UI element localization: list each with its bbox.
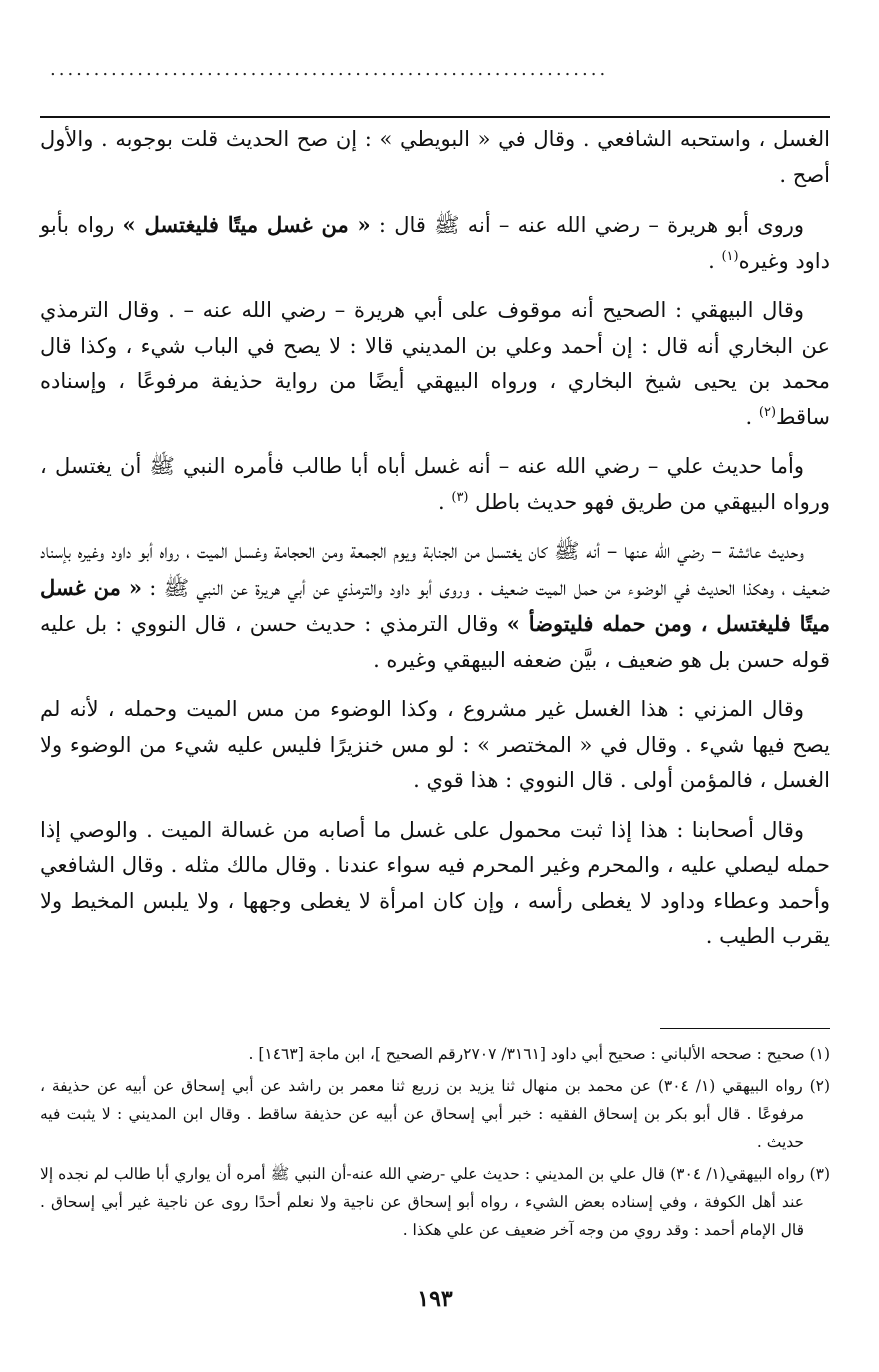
header-dotted-line: ................................................................ [50, 59, 609, 80]
footnote-separator [660, 1028, 830, 1029]
hadith-quote: « من غسل ميتًا فليغتسل » [122, 212, 371, 237]
footnote-ref-1[interactable]: (١) [721, 248, 739, 264]
paragraph-7: وقال أصحابنا : هذا إذا ثبت محمول على غسل ما أصابه من غسالة الميت . والوصي إذا حمله ليصلي عليه ، والمحرم وغير المحرم فيه سواء عندنا . وقال مالك مثله . وقال الشافعي وأحمد وعطاء وداود لا يغطى رأسه ، وإن كان امرأة لا يغطى وجهها ، ولا يلبس المخيط ولا يقرب الطيب . [40, 817, 830, 948]
header-rule [40, 116, 830, 118]
footnote-2: (٢) رواه البيهقي (١/ ٣٠٤) عن محمد بن منهال ثنا يزيد بن زريع ثنا معمر بن راشد عن أبي إسحاق عن أبيه عن حذيفة ، مرفوعًا . قال أبو بكر بن إسحاق الفقيه : خبر أبي إسحاق عن أبيه عن حذيفة ساقط . وقال ابن المديني : لا يثبت فيه حديث . [40, 1077, 831, 1151]
paragraph-6: وقال المزني : هذا الغسل غير مشروع ، وكذا الوضوء من مس الميت وحمله ، لأنه لم يصح فيها شيء . وقال في « المختصر » : لو مس خنزيرًا فليس عليه شيء من الوضوء ولا الغسل ، فالمؤمن أولى . قال النووي : هذا قوي . [40, 697, 830, 792]
hadith-quote: « من غسل ميتًا فليغتسل ، ومن حمله فليتوضأ » [40, 574, 830, 636]
main-text [40, 122, 830, 969]
paragraph-2: وروى أبو هريرة – رضي الله عنه – أنه ﷺ قال : « من غسل ميتًا فليغتسل » رواه بأبو داود وغيره$^{(١)}$ . [40, 212, 830, 273]
footnotes [40, 1040, 830, 1248]
footnote-3: (٣) رواه البيهقي(١/ ٣٠٤) قال علي بن المديني : حديث علي -رضي الله عنه-أن النبي ﷺ أمره أن يواري أبا طالب لم نجده إلا عند أهل الكوفة ، وفي إسناده بعض الشيء ، رواه أبو إسحاق عن ناجية ولا نعلم أحدًا روى عن ناجية غير أبي إسحاق . قال الإمام أحمد : وقد روي من وجه آخر ضعيف عن علي هكذا . [40, 1165, 830, 1239]
footnote-ref-3[interactable]: (٣) [451, 489, 469, 505]
footnote-ref-2[interactable]: (٢) [758, 404, 777, 420]
footnote-1: (١) صحيح : صححه الألباني : صحيح أبي داود [٣١٦١/ ٢٧٠٧رقم الصحيح ]، ابن ماجة [١٤٦٣] . [248, 1045, 830, 1063]
page-number: ١٩٣ [417, 1286, 453, 1312]
paragraph-1: الغسل ، واستحبه الشافعي . وقال في « البويطي » : إن صح الحديث قلت بوجوبه . والأول أصح . [40, 127, 830, 187]
paragraph-3: وقال البيهقي : الصحيح أنه موقوف على أبي هريرة – رضي الله عنه – . وقال الترمذي عن البخاري أنه قال : إن أحمد وعلي بن المديني قالا : لا يصح في الباب شيء ، وكذا قال محمد بن يحيى شيخ البخاري ، ورواه البيهقي أيضًا من رواية حذيفة مرفوعًا ، وإسناده ساقط$^{(٢)}$ . [40, 298, 830, 429]
paragraph-4: وأما حديث علي – رضي الله عنه – أنه غسل أباه أبا طالب فأمره النبي ﷺ أن يغتسل ، ورواه البيهقي من طريق فهو حديث باطل $^{(٣)}$ . [40, 454, 830, 514]
paragraph-5: وحديث عائشة – رضي الله عنها – أنه ﷺ كان يغتسل من الجنابة ويوم الجمعة ومن الحجامة وغسل الميت ، رواه أبو داود وغيره بإسناد ضعيف ، وهكذا الحديث في الوضوء من حمل الميت ضعيف . وروى أبو داود والترمذي عن أبي هريرة عن النبي ﷺ : « من غسل ميتًا فليغتسل ، ومن حمله فليتوضأ » وقال الترمذي : حديث حسن ، قال النووي : بل عليه قوله حسن بل هو ضعيف ، بيَّن ضعفه البيهقي وغيره . [40, 539, 830, 672]
book-page [40, 0, 830, 1372]
